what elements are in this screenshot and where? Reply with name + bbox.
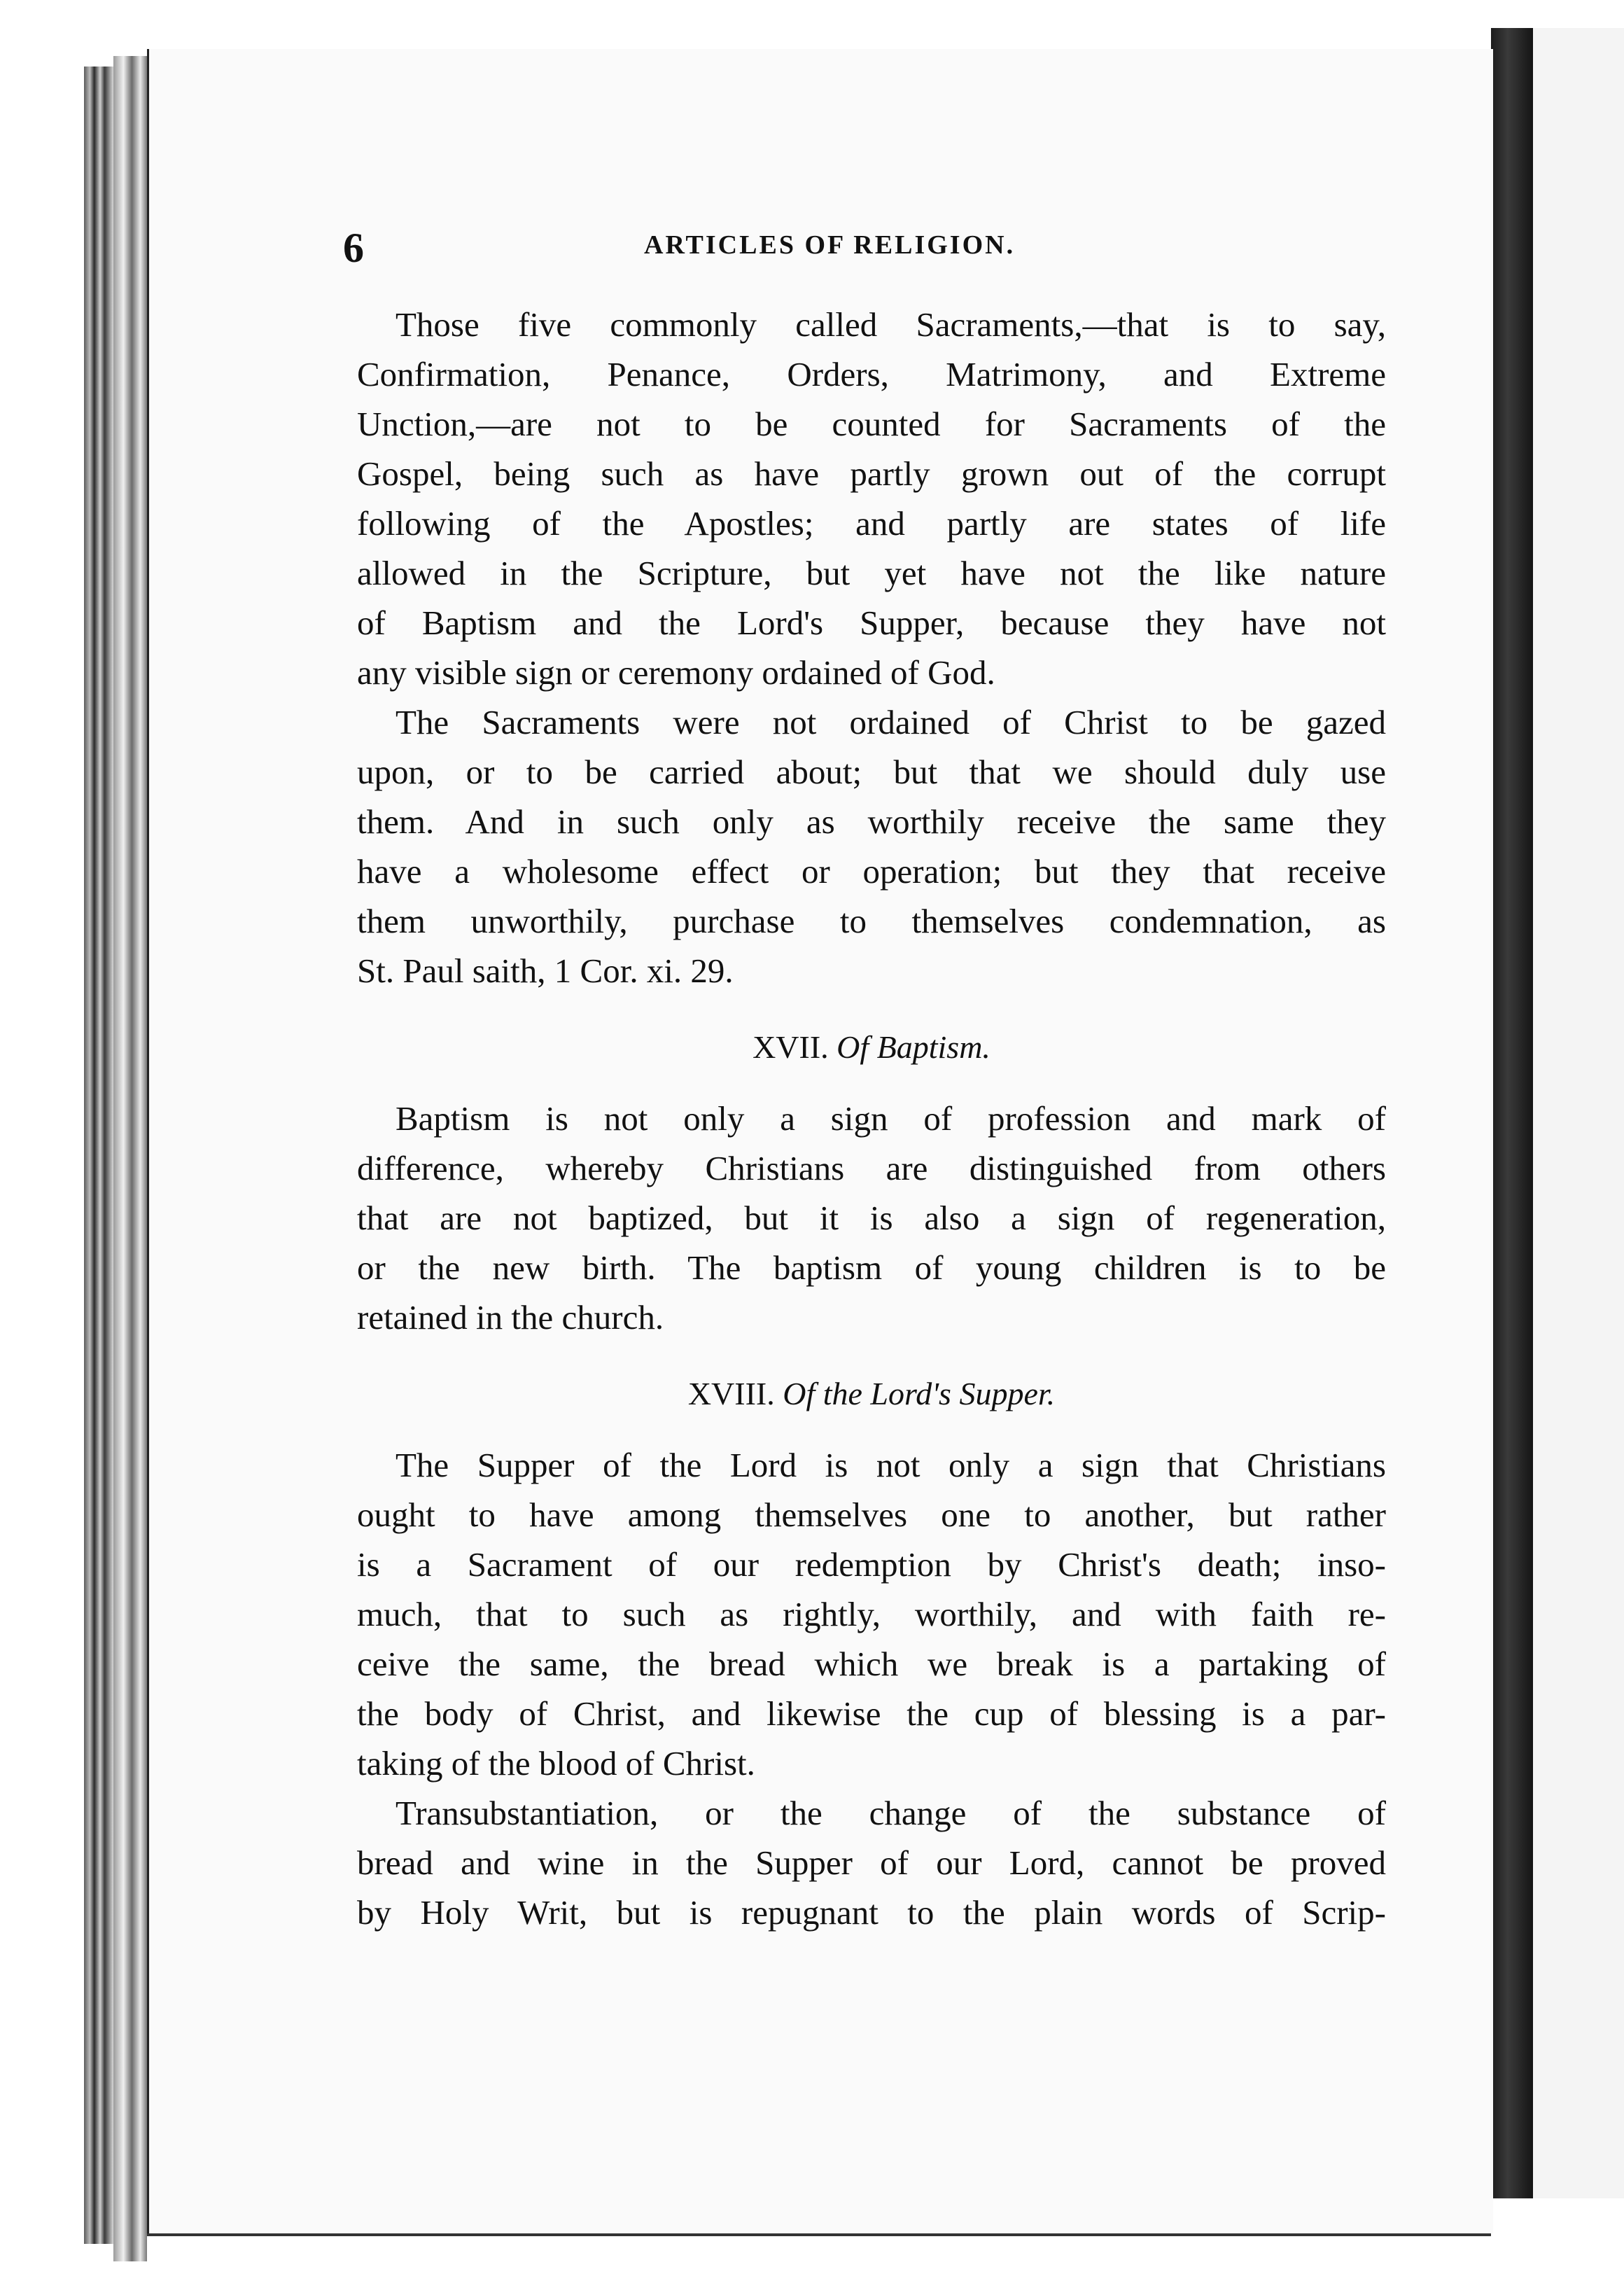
text-line: allowed in the Scripture, but yet have not the like nature xyxy=(357,554,1386,592)
article-title: Of Baptism. xyxy=(836,1029,990,1065)
text-line: much, that to such as rightly, worthily, and with faith re- xyxy=(357,1595,1386,1633)
text-line: any visible sign or ceremony ordained of God. xyxy=(357,653,995,692)
text-line: by Holy Writ, but is repugnant to the plain words of Scrip- xyxy=(357,1893,1386,1932)
running-head: ARTICLES OF RELIGION. xyxy=(644,230,1016,260)
text-line: Those five commonly called Sacraments,—that is to say, xyxy=(396,305,1386,344)
text-line: that are not baptized, but it is also a sign of regeneration, xyxy=(357,1199,1386,1237)
article-numeral: XVIII. xyxy=(687,1376,775,1411)
facing-page-edge xyxy=(1533,28,1624,2198)
text-line: them unworthily, purchase to themselves condemnation, as xyxy=(357,902,1386,940)
text-line: The Sacraments were not ordained of Christ to be gazed xyxy=(396,703,1386,741)
text-line: Baptism is not only a sign of profession and mark of xyxy=(396,1099,1386,1138)
gutter-shadow xyxy=(1491,28,1533,2198)
article-heading-xvii xyxy=(357,1022,1386,1073)
text-line: difference, whereby Christians are distinguished from others xyxy=(357,1149,1386,1187)
bottom-edge xyxy=(147,2233,1491,2288)
article-heading-xviii xyxy=(357,1369,1386,1419)
text-line: ought to have among themselves one to another, but rather xyxy=(357,1495,1386,1534)
text-line: taking of the blood of Christ. xyxy=(357,1744,755,1783)
text-line: Transubstantiation, or the change of the substance of xyxy=(396,1794,1386,1832)
text-line: is a Sacrament of our redemption by Christ's death; inso- xyxy=(357,1545,1386,1584)
article-title: Of the Lord's Supper. xyxy=(783,1376,1056,1411)
text-line: or the new birth. The baptism of young children is to be xyxy=(357,1248,1386,1287)
text-line: The Supper of the Lord is not only a sign that Christians xyxy=(396,1446,1386,1484)
page-header xyxy=(343,224,1456,271)
text-line: Gospel, being such as have partly grown out of the corrupt xyxy=(357,454,1386,493)
text-line: ceive the same, the bread which we break is a partaking of xyxy=(357,1645,1386,1683)
text-line: Confirmation, Penance, Orders, Matrimony, and Extreme xyxy=(357,355,1386,393)
text-line: the body of Christ, and likewise the cup of blessing is a par- xyxy=(357,1694,1386,1733)
text-line: Unction,—are not to be counted for Sacraments of the xyxy=(357,405,1386,443)
text-line: them. And in such only as worthily receive the same they xyxy=(357,802,1386,841)
text-line: following of the Apostles; and partly are states of life xyxy=(357,504,1386,543)
page-number: 6 xyxy=(343,225,364,271)
text-line: of Baptism and the Lord's Supper, because they have not xyxy=(357,604,1386,642)
text-line: have a wholesome effect or operation; but they that receive xyxy=(357,852,1386,891)
book-edge-left xyxy=(84,67,113,2244)
text-line: retained in the church. xyxy=(357,1298,664,1337)
text-line: upon, or to be carried about; but that we should duly use xyxy=(357,753,1386,791)
body-text xyxy=(357,300,1386,1937)
text-line: bread and wine in the Supper of our Lord, cannot be proved xyxy=(357,1843,1386,1882)
article-numeral: XVII. xyxy=(752,1029,829,1065)
text-line: St. Paul saith, 1 Cor. xi. 29. xyxy=(357,951,734,990)
book-edge-pages xyxy=(113,56,147,2261)
